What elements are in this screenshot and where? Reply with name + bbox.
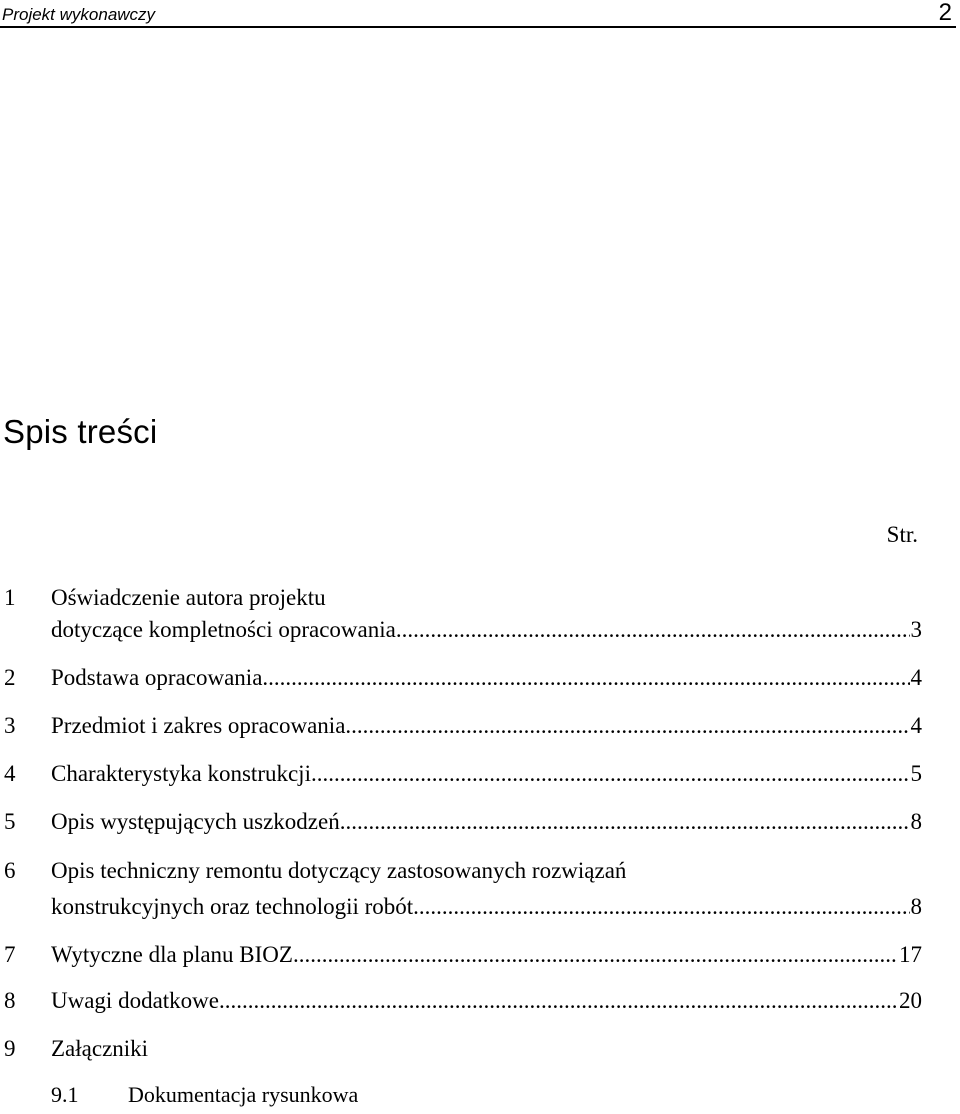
toc-entry-title: Załączniki — [51, 1036, 149, 1061]
toc-leader — [51, 663, 922, 693]
dot-leader — [345, 711, 909, 741]
toc-entry-number: 7 — [4, 942, 16, 967]
toc-entry-8[interactable] — [0, 986, 922, 1016]
toc-entry-title: Oświadczenie autora projektu — [51, 585, 326, 610]
toc-entry-page: 4 — [910, 713, 922, 738]
toc-entry-page: 17 — [899, 942, 922, 967]
toc-entry-page: 20 — [899, 988, 922, 1013]
toc-entry-title: Charakterystyka konstrukcji — [51, 761, 311, 786]
toc-entry-number: 8 — [4, 988, 16, 1013]
toc-subentry-title: Dokumentacja rysunkowa — [128, 1082, 359, 1107]
toc-entry-number: 9 — [4, 1036, 16, 1061]
toc-entry-4[interactable] — [0, 759, 922, 789]
toc-entry-number: 1 — [4, 585, 16, 610]
toc-entry-title: Opis występujących uszkodzeń — [51, 809, 340, 834]
toc-leader — [51, 986, 922, 1016]
page-column-label: Str. — [886, 522, 918, 547]
toc-leader — [51, 615, 922, 645]
dot-leader — [340, 807, 910, 837]
toc-entry-number: 5 — [4, 809, 16, 834]
toc-entry-page: 4 — [910, 665, 922, 690]
page-header — [0, 0, 956, 28]
toc-entry-1[interactable] — [0, 583, 922, 613]
toc-leader — [51, 759, 922, 789]
toc-leader — [51, 892, 922, 922]
toc-entry-2[interactable] — [0, 663, 922, 693]
toc-entry-7[interactable] — [0, 940, 922, 970]
toc-entry-title: Przedmiot i zakres opracowania — [51, 713, 346, 738]
toc-entry-title: Wytyczne dla planu BIOZ — [51, 942, 293, 967]
toc-entry-6[interactable] — [0, 856, 922, 886]
toc-leader — [51, 940, 922, 970]
dot-leader — [311, 759, 910, 789]
dot-leader — [293, 940, 898, 970]
toc-entry-title-line2: dotyczące kompletności opracowania — [51, 617, 396, 642]
toc-leader — [51, 711, 922, 741]
toc-entry-title-line2: konstrukcyjnych oraz technologii robót — [51, 894, 414, 919]
toc-entry-page: 8 — [910, 809, 922, 834]
toc-entry-9[interactable] — [0, 1034, 922, 1064]
toc-entry-3[interactable] — [0, 711, 922, 741]
toc-entry-5[interactable] — [0, 807, 922, 837]
toc-subentry-number: 9.1 — [51, 1082, 79, 1107]
toc-entry-title: Podstawa opracowania — [51, 665, 263, 690]
toc-entry-1-continuation[interactable] — [0, 615, 922, 645]
toc-entry-page: 8 — [910, 894, 922, 919]
toc-entry-title: Uwagi dodatkowe — [51, 988, 219, 1013]
toc-entry-number: 3 — [4, 713, 16, 738]
toc-entry-page: 5 — [910, 761, 922, 786]
toc-heading: Spis treści — [3, 413, 158, 450]
toc-entry-6-continuation[interactable] — [0, 892, 922, 922]
toc-entry-title: Opis techniczny remontu dotyczący zastosowanych rozwiązań — [51, 858, 627, 883]
page-number: 2 — [938, 0, 952, 26]
toc-entry-number: 6 — [4, 858, 16, 883]
dot-leader — [219, 986, 898, 1016]
dot-leader — [262, 663, 909, 693]
document-title: Projekt wykonawczy — [2, 5, 156, 24]
toc-entry-number: 2 — [4, 665, 16, 690]
dot-leader — [413, 892, 909, 922]
toc-subentry-9-1[interactable] — [0, 1080, 922, 1110]
toc-leader — [51, 807, 922, 837]
toc-entry-page: 3 — [910, 617, 922, 642]
dot-leader — [396, 615, 910, 645]
toc-entry-number: 4 — [4, 761, 16, 786]
